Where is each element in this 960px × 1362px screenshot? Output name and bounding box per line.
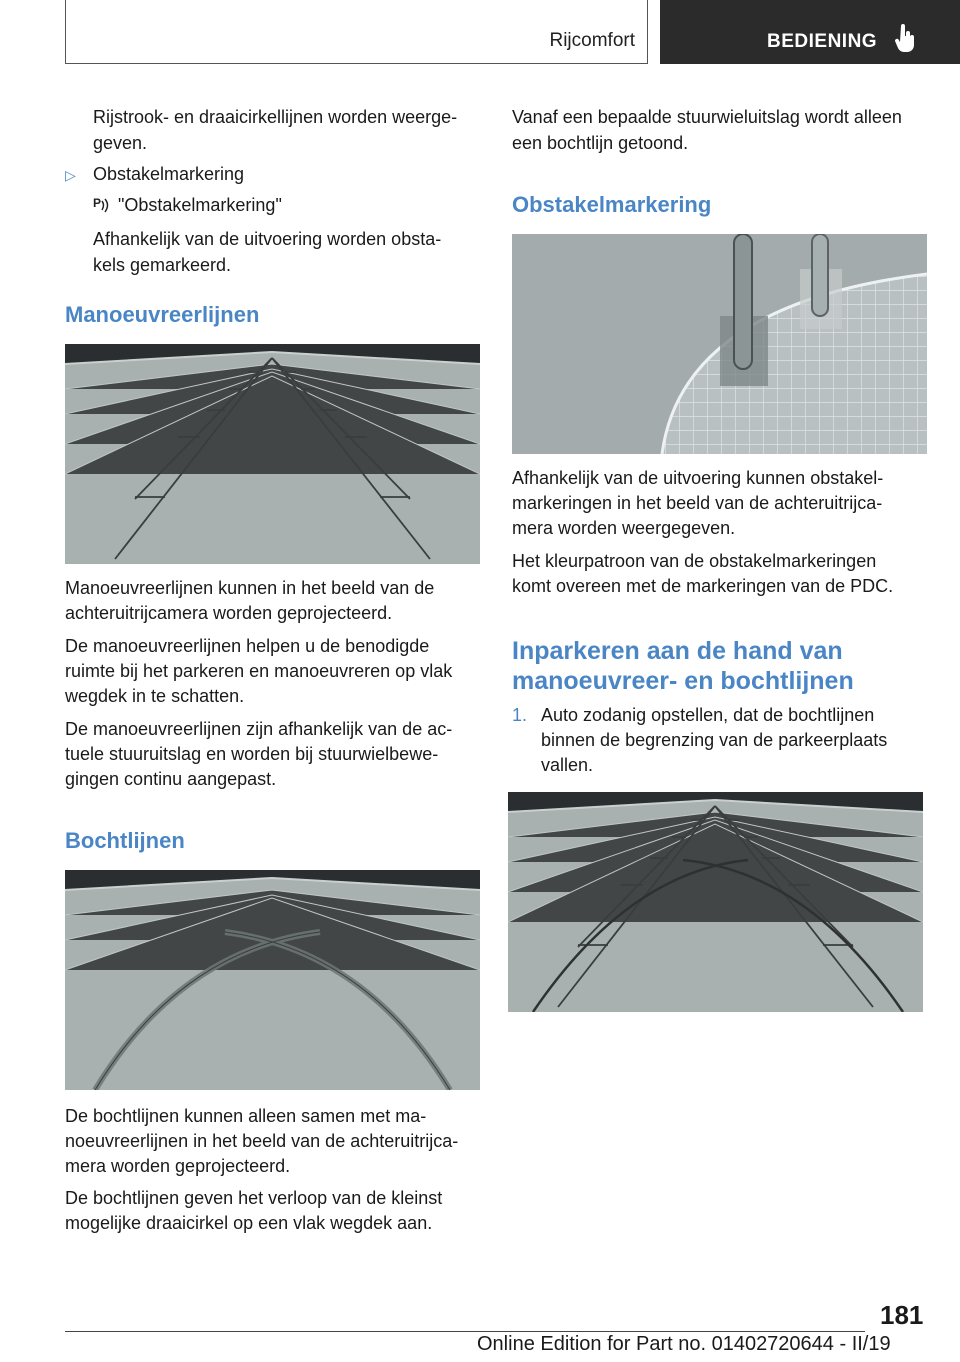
obstacle-marking-image — [512, 234, 927, 454]
paragraph-line: Afhankelijk van de uitvoering kunnen obstakel- — [512, 468, 884, 488]
paragraph-line: ruimte bij het parkeren en manoeuvreren op vlak — [65, 661, 453, 681]
intro-line: geven. — [93, 133, 148, 153]
step-text: binnen de begrenzing van de parkeerplaats — [541, 730, 888, 750]
paragraph-line: Manoeuvreerlijnen kunnen in het beeld van de — [65, 578, 435, 598]
heading-inparkeren: manoeuvreer- en bochtlijnen — [512, 667, 854, 695]
step-text: Auto zodanig opstellen, dat de bochtlijnen — [541, 705, 875, 725]
intro-line: Rijstrook- en draaicirkellijnen worden weerge- — [93, 107, 458, 127]
paragraph-line: De manoeuvreerlijnen zijn afhankelijk van de ac- — [65, 719, 453, 739]
curve-lines-image — [65, 870, 480, 1090]
heading-manoeuvreerlijnen: Manoeuvreerlijnen — [65, 302, 260, 327]
paragraph-line: noeuvreerlijnen in het beeld van de achteruitrijca- — [65, 1131, 459, 1151]
paragraph-line: tuele stuuruitslag en worden bij stuurwielbewe- — [65, 744, 439, 764]
header-chapter-title: BEDIENING — [767, 31, 878, 52]
paragraph-line: een bochtlijn getoond. — [512, 133, 689, 153]
heading-obstakelmarkering: Obstakelmarkering — [512, 192, 712, 217]
paragraph-line: De bochtlijnen geven het verloop van de kleinst — [65, 1188, 443, 1208]
edition-note: Online Edition for Part no. 01402720644 - II/19 — [477, 1333, 891, 1355]
paragraph-line: markeringen in het beeld van de achteruitrijca- — [512, 493, 883, 513]
paragraph-line: De manoeuvreerlijnen helpen u de benodigde — [65, 636, 430, 656]
svg-text:P: P — [93, 196, 102, 210]
paragraph-line: Het kleurpatroon van de obstakelmarkeringen — [512, 551, 877, 571]
heading-bochtlijnen: Bochtlijnen — [65, 828, 185, 853]
parking-obstacle-icon — [93, 195, 113, 215]
bullet-desc: kels gemarkeerd. — [93, 255, 232, 275]
footer-divider — [65, 1331, 865, 1332]
bullet-sub-label: "Obstakelmarkering" — [118, 195, 282, 215]
header-chapter-box — [660, 0, 960, 64]
heading-inparkeren: Inparkeren aan de hand van — [512, 637, 843, 665]
hand-pointer-icon — [895, 24, 917, 54]
paragraph-line: achteruitrijcamera worden geprojecteerd. — [65, 603, 393, 623]
parking-lines-image — [508, 792, 923, 1012]
step-text: vallen. — [541, 755, 594, 775]
bullet-triangle-icon: ▷ — [65, 167, 76, 183]
bullet-desc: Afhankelijk van de uitvoering worden obsta- — [93, 229, 442, 249]
paragraph-line: mera worden geprojecteerd. — [65, 1156, 291, 1176]
bullet-label: Obstakelmarkering — [93, 164, 245, 184]
paragraph-line: wegdek in te schatten. — [65, 686, 245, 706]
header-section-title: Rijcomfort — [549, 30, 635, 51]
paragraph-line: mogelijke draaicirkel op een vlak wegdek aan. — [65, 1213, 433, 1233]
paragraph-line: gingen continu aangepast. — [65, 769, 277, 789]
header-section-box — [65, 0, 648, 64]
paragraph-line: De bochtlijnen kunnen alleen samen met ma- — [65, 1106, 427, 1126]
page-number: 181 — [880, 1300, 924, 1330]
step-number: 1. — [512, 705, 528, 725]
paragraph-line: Vanaf een bepaalde stuurwieluitslag wordt alleen — [512, 107, 902, 127]
manoeuvre-lines-image — [65, 344, 480, 564]
paragraph-line: komt overeen met de markeringen van de PDC. — [512, 576, 894, 596]
paragraph-line: mera worden weergegeven. — [512, 518, 736, 538]
